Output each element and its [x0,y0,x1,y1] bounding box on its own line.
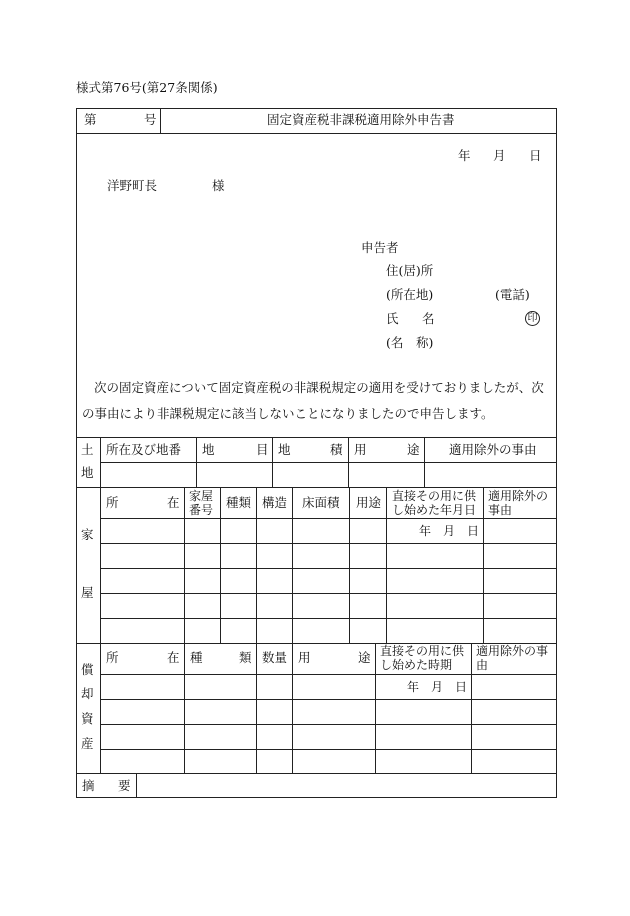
divider [100,543,557,544]
house-col-number: 家屋番号 [189,489,214,518]
divider [184,487,185,643]
seal-mark: 印 [525,311,540,326]
house-col-kind: 種類 [226,495,252,510]
asset-col-kind-2: 類 [239,650,252,665]
asset-col-location-1: 所 [106,650,119,665]
divider [292,643,293,773]
divider [76,133,557,134]
land-col-use-2: 途 [407,442,420,457]
phone-label: (電話) [495,287,530,302]
house-date-day: 日 [467,524,480,538]
land-col-area-2: 積 [330,442,343,457]
divider [424,437,425,487]
divider [348,437,349,487]
asset-label-2: 却 [81,686,94,701]
remarks-label-2: 要 [118,778,131,793]
divider [100,699,557,700]
house-col-reason: 適用除外の事由 [488,489,549,518]
land-col-use-1: 用 [354,442,367,457]
asset-col-kind-1: 種 [190,650,203,665]
location-label: (所在地) [386,287,434,302]
applicant-heading: 申告者 [361,240,399,255]
asset-label-4: 産 [81,736,94,751]
divider [100,724,557,725]
asset-col-use-1: 用 [298,650,311,665]
divider [272,437,273,487]
divider [483,487,484,643]
house-col-use: 用途 [356,495,382,510]
land-col-chimoku-1: 地 [202,442,215,457]
divider [196,437,197,487]
land-col-chimoku-2: 目 [256,442,269,457]
name-label-1: 氏 [386,311,399,326]
divider [256,643,257,773]
divider [136,773,137,798]
date-month[interactable]: 月 [493,148,506,163]
divider [375,643,376,773]
address-label: 住(居)所 [386,263,434,278]
remarks-label-1: 摘 [82,778,95,793]
land-col-location: 所在及び地番 [106,442,182,457]
asset-date-month: 月 [431,680,444,694]
divider [100,487,101,643]
asset-col-qty: 数量 [262,650,288,665]
form-title: 固定資産税非課税適用除外申告書 [267,112,455,127]
divider [220,487,221,643]
house-col-date: 直接その用に供し始めた年月日 [392,489,477,518]
divider [76,437,557,438]
land-label-1: 土 [81,442,94,457]
divider [100,437,101,487]
form-code: 様式第76号(第27条関係) [76,80,218,95]
divider [100,593,557,594]
divider [100,749,557,750]
divider [100,618,557,619]
asset-col-location-2: 在 [167,650,180,665]
asset-col-date: 直接その用に供し始めた時期 [380,644,465,673]
divider [386,487,387,643]
number-label-go: 号 [144,112,157,127]
land-col-reason: 適用除外の事由 [449,442,537,457]
house-label-2: 屋 [81,585,94,600]
divider [292,487,293,643]
date-day[interactable]: 日 [529,148,542,163]
house-col-location-2: 在 [167,495,180,510]
divider [100,462,557,463]
date-year[interactable]: 年 [458,148,471,163]
divider [100,518,557,519]
asset-label-3: 資 [81,711,94,726]
divider [76,487,557,488]
land-col-area-1: 地 [278,442,291,457]
divider [160,108,161,133]
house-date-year: 年 [419,524,432,538]
title-label-1: (名 [386,335,404,350]
divider [76,773,557,774]
name-label-2: 名 [422,311,435,326]
divider [184,643,185,773]
divider [256,487,257,643]
asset-col-use-2: 途 [358,650,371,665]
statement-text: 次の固定資産について固定資産税の非課税規定の適用を受けておりましたが、次の事由により非課税規定に該当しないことになりましたので申告します。 [82,380,544,421]
addressee-honorific: 様 [212,178,225,193]
title-label-2: 称) [416,335,434,350]
asset-date-year: 年 [407,680,420,694]
asset-date-day: 日 [455,680,468,694]
house-col-location-1: 所 [106,495,119,510]
house-col-floor: 床面積 [302,495,340,510]
divider [349,487,350,643]
house-label-1: 家 [81,527,94,542]
house-date-month: 月 [443,524,456,538]
asset-col-reason: 適用除外の事由 [476,644,549,673]
house-col-structure: 構造 [262,495,288,510]
divider [471,643,472,773]
divider [100,568,557,569]
asset-label-1: 償 [81,662,94,677]
addressee-name: 洋野町長 [107,178,158,193]
divider [100,674,557,675]
divider [100,643,101,773]
land-label-2: 地 [81,465,94,480]
number-label-dai: 第 [84,112,97,127]
